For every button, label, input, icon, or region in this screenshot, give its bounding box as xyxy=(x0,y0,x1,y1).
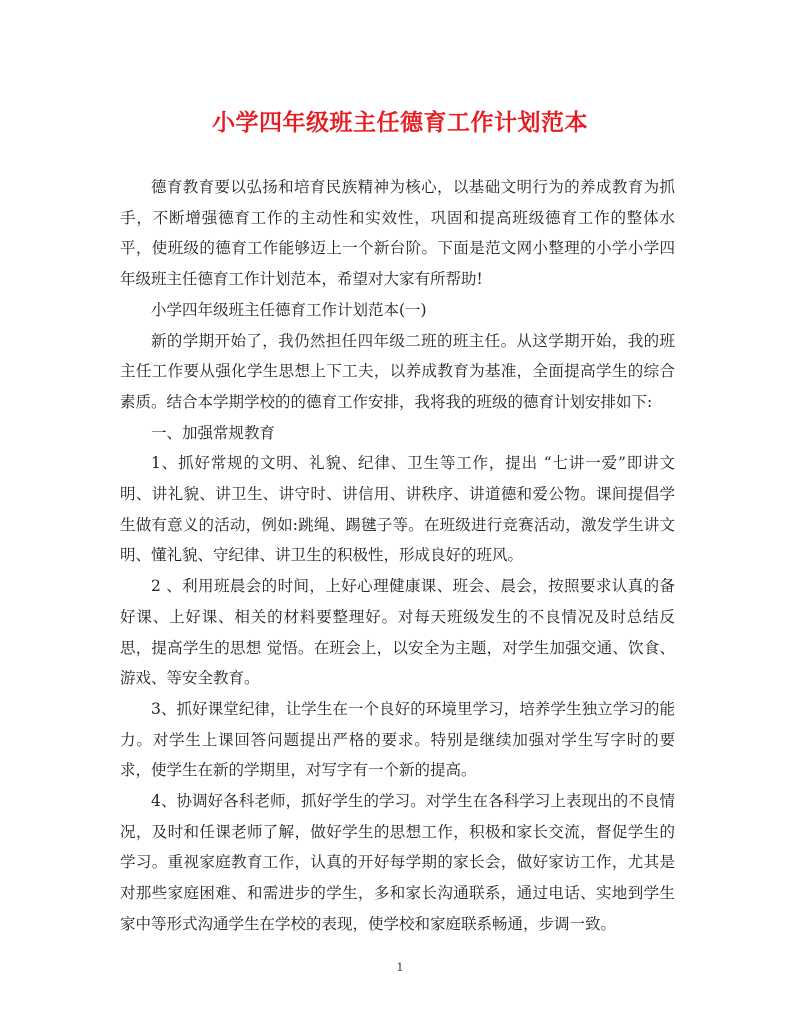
paragraph-item-1: 1、抓好常规的文明、礼貌、纪律、卫生等工作，提出 “七讲一爱”即讲文明、讲礼貌、讲卫生、讲守时、讲信用、讲秩序、讲道德和爱公物。课间提倡学生做有意义的活动，例如:跳绳、踢毽子等。在班级进行竞赛活动，激发学生讲文明、懂礼貌、守纪律、讲卫生的积极性，形成良好的班风。 xyxy=(120,454,675,565)
document-body xyxy=(120,172,675,940)
paragraph-intro: 德育教育要以弘扬和培育民族精神为核心，以基础文明行为的养成教育为抓手，不断增强德育工作的主动性和实效性，巩固和提高班级德育工作的整体水平，使班级的德育工作能够迈上一个新台阶。下面是范文网小整理的小学小学四年级班主任德育工作计划范本，希望对大家有所帮助! xyxy=(120,178,675,289)
document-title: 小学四年级班主任德育工作计划范本 xyxy=(212,109,588,136)
paragraph-opening: 新的学期开始了，我仍然担任四年级二班的班主任。从这学期开始，我的班主任工作要从强化学生思想上下工夫，以养成教育为基准，全面提高学生的综合素质。结合本学期学校的的德育工作安排，我将我的班级的德育计划安排如下: xyxy=(120,331,675,411)
paragraph-item-3: 3、抓好课堂纪律，让学生在一个良好的环境里学习，培养学生独立学习的能力。对学生上课回答问题提出严格的要求。特别是继续加强对学生写字时的要求，使学生在新的学期里，对写字有一个新的提高。 xyxy=(120,699,675,780)
section-heading: 一、加强常规教育 xyxy=(151,423,276,442)
paragraph-subheading: 小学四年级班主任德育工作计划范本(一) xyxy=(151,300,427,319)
page-number: 1 xyxy=(396,961,404,974)
paragraph-item-2: 2 、利用班晨会的时间，上好心理健康课、班会、晨会，按照要求认真的备好课、上好课、相关的材料要整理好。对每天班级发生的不良情况及时总结反思，提高学生的思想 觉悟。在班会上，以安全为主题，对学生加强交通、饮食、游戏、等安全教育。 xyxy=(120,577,675,688)
paragraph-item-4: 4、协调好各科老师，抓好学生的学习。对学生在各科学习上表现出的不良情况，及时和任课老师了解，做好学生的思想工作，积极和家长交流，督促学生的学习。重视家庭教育工作，认真的开好每学期的家长会，做好家访工作，尤其是对那些家庭困难、和需进步的学生，多和家长沟通联系，通过电话、实地到学生家中等形式沟通学生在学校的表现，使学校和家庭联系畅通，步调一致。 xyxy=(120,792,675,933)
